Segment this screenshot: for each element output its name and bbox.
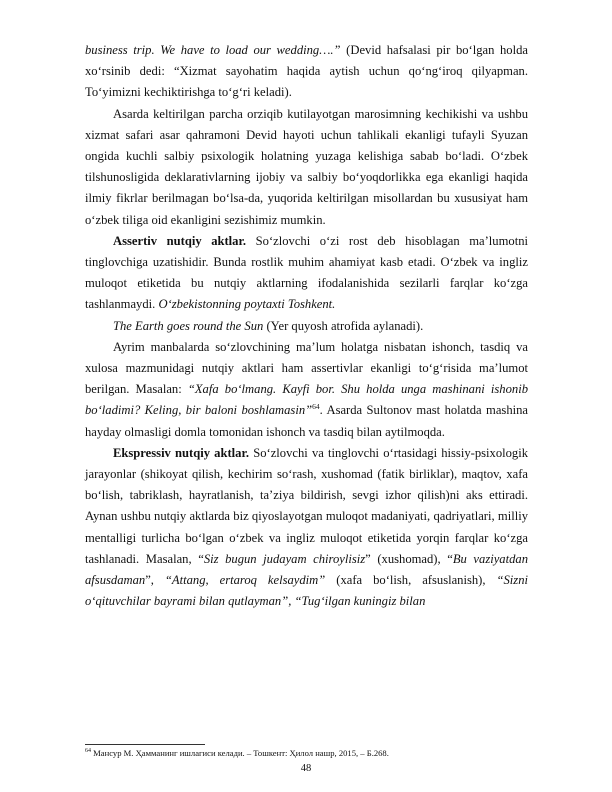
example-1: Siz bugun judayam chiroylisiz <box>203 551 366 566</box>
paragraph-2 <box>85 104 528 231</box>
paragraph-text: Asarda keltirilgan parcha orziqib kutilayotgan marosimning kechikishi va ushbu xizmat safari asar qahramoni Devid hayoti uchun tahlikali ekanligi tufayli Syuzan ongida kuchli salbiy psixologik holatning yuzaga kelishiga sabab bo‘ladi. O‘zbek tilshunosligida deklarativlarning ijobiy va salbiy bo‘yoqdorlikka ega ekanligi haqida ilmiy fikrlar berilmagan bo‘lsa-da, yuqorida keltirilgan misollardan bu xususiyat ham o‘zbek tiliga oid ekanligini sezishimiz mumkin. <box>85 106 528 227</box>
footnote <box>85 748 528 759</box>
paragraph-5 <box>85 337 528 443</box>
paragraph-assertive <box>85 231 528 316</box>
paragraph-text: ”, <box>145 573 165 588</box>
footnote-number: 64 <box>85 748 91 755</box>
page-body <box>85 40 528 612</box>
example-4: “Sizni o‘qituvchilar bayrami bilan qutlayman”, “Tug‘ilgan kuningiz bilan <box>85 573 528 609</box>
page-number: 48 <box>300 763 312 774</box>
quote-example: “Xafa bo‘lmang. Kayfi bor. Shu holda unga mashinani ishonib bo‘ladimi? Keling, bir baloni boshlamasin” <box>85 382 528 418</box>
example-3: “Attang, ertaroq kelsaydim” <box>164 573 326 588</box>
example-uzbek: O‘zbekistonning poytaxti Toshkent. <box>158 297 336 312</box>
example-english: The Earth goes round the Sun <box>113 318 264 333</box>
footnote-divider <box>85 744 205 745</box>
paragraph-text: Ayrim manbalarda so‘zlovchining ma’lum holatga nisbatan ishonch, tasdiq va xulosa mazmunidagi nutqiy aktlari ham assertivlar ekanligi to‘g‘risida ma’lumot berilgan. Masalan: <box>85 339 528 397</box>
section-heading-expressive: Ekspressiv nutqiy aktlar. <box>113 445 250 460</box>
paragraph-text: (Yer quyosh atrofida aylanadi). <box>263 318 424 333</box>
example-2: Bu vaziyatdan afsusdaman <box>85 551 528 588</box>
footnote-text: Мансур М. Ҳамманинг ишлагиси келади. – Тошкент: Ҳилол нашр, 2015, – Б.268. <box>91 748 389 758</box>
paragraph-text: So‘zlovchi va tinglovchi o‘rtasidagi hissiy-psixologik jarayonlar (shikoyat qilish, kechirim so‘rash, xushomad (fatik birliklar), maqtov, xafa bo‘lish, tabriklash, hayratlanish, ta’ziya bildirish, sevgi izhor qilish)ni aks ettiradi. Aynan ushbu nutqiy aktlarda biz qiyoslayotgan muloqot madaniyati, qadriyatlari, milliy mentalligi turlicha bo‘lgan o‘zbek va ingliz muloqot etiketida yorqin farqlar ko‘zga tashlanadi. Masalan, “ <box>85 445 529 566</box>
paragraph-text: So‘zlovchi o‘zi rost deb hisoblagan ma’lumotni tinglovchiga uzatishidir. Bunda rostlik muhim ahamiyat kasb etadi. O‘zbek va ingliz muloqot etiketida bu nutqiy aktlarning ifodalanishida sezilarli farqlar ko‘zga tashlanmaydi. <box>85 233 528 312</box>
paragraph-text: (xafa bo‘lish, afsuslanish), <box>325 573 497 588</box>
section-heading-assertive: Assertiv nutqiy aktlar. <box>113 233 247 248</box>
paragraph-1 <box>85 40 528 104</box>
footnote-ref: 64 <box>312 402 320 412</box>
paragraph-expressive <box>85 443 528 613</box>
paragraph-text: . Asarda Sultonov mast holatda mashina hayday olmasligi domla tomonidan ishonch va tasdiq bilan aytilmoqda. <box>85 403 529 439</box>
paragraph-example-english <box>85 316 528 337</box>
paragraph-text: ” (xushomad), “ <box>365 551 453 566</box>
paragraph-text: (Devid hafsalasi pir bo‘lgan holda xo‘rsinib dedi: “Xizmat sayohatim haqida aytish uchun qo‘ng‘iroq qilyapman. To‘yimizni kechiktirishga to‘g‘ri keladi). <box>85 43 528 100</box>
english-quote: business trip. We have to load our wedding….” <box>85 43 341 57</box>
